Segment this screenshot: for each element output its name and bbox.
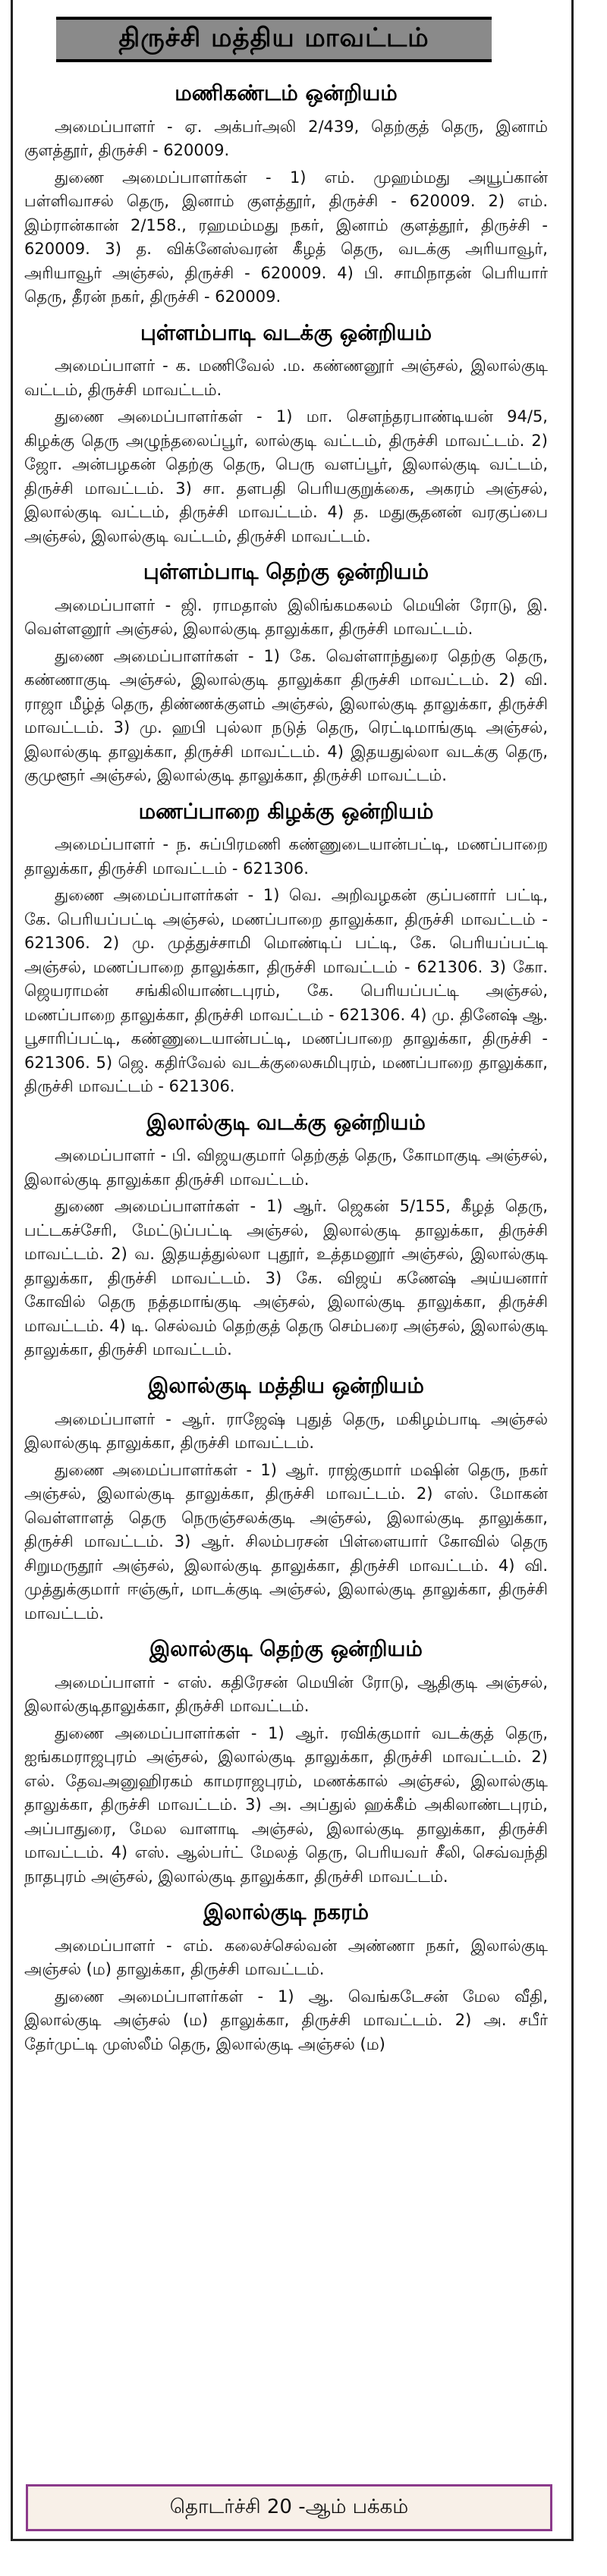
section-title: இலால்குடி வடக்கு ஒன்றியம் bbox=[146, 1109, 426, 1135]
section-title: புள்ளம்பாடி வடக்கு ஒன்றியம் bbox=[140, 319, 432, 345]
deputy-organisers-paragraph: துணை அமைப்பாளர்கள் - 1) கே. வெள்ளாந்துரை தெற்கு தெரு, கண்ணாகுடி அஞ்சல், இலால்குடி தாலுக்கா திருச்சி மாவட்டம். 2) வி. ராஜா மீழ்த் தெரு, திண்ணக்குளம் அஞ்சல், இலால்குடி தாலுக்கா, திருச்சி மாவட்டம். 3) மு. ஹபி புல்லா நடுத் தெரு, ரெட்டிமாங்குடி அஞ்சல், இலால்குடி தாலுக்கா, திருச்சி மாவட்டம். 4) இதயதுல்லா வடக்கு தெரு, குமுளூர் அஞ்சல், இலால்குடி தாலுக்கா, திருச்சி மாவட்டம். bbox=[24, 646, 548, 785]
section-lalgudi-north bbox=[24, 1110, 548, 1362]
section-title: மணிகண்டம் ஒன்றியம் bbox=[175, 80, 398, 105]
deputy-organisers-paragraph: துணை அமைப்பாளர்கள் - 1) ஆ. வெங்கடேசன் மேல வீதி, இலால்குடி அஞ்சல் (ம) தாலுக்கா, திருச்சி மாவட்டம். 2) அ. சபீர் தேர்முட்டி முஸ்லீம் தெரு, இலால்குடி அஞ்சல் (ம) bbox=[24, 1987, 548, 2053]
district-banner bbox=[56, 17, 492, 62]
article-content bbox=[24, 70, 548, 2059]
section-title: புள்ளம்பாடி தெற்கு ஒன்றியம் bbox=[143, 559, 429, 585]
organiser-paragraph: அமைப்பாளர் - ஜி. ராமதாஸ் இலிங்கமகலம் மெயின் ரோடு, இ. வெள்ளனூர் அஞ்சல், இலால்குடி தாலுக்கா, திருச்சி மாவட்டம். bbox=[24, 595, 548, 639]
section-lalgudi-south bbox=[24, 1636, 548, 1889]
deputy-organisers-paragraph: துணை அமைப்பாளர்கள் - 1) வெ. அறிவழகன் குப்பனார் பட்டி, கே. பெரியப்பட்டி அஞ்சல், மணப்பாறை தாலுக்கா, திருச்சி மாவட்டம் - 621306. 2) மு. முத்துச்சாமி மொண்டிப் பட்டி, கே. பெரியப்பட்டி அஞ்சல், மணப்பாறை தாலுக்கா, திருச்சி மாவட்டம் - 621306. 3) கோ. ஜெயராமன் சங்கிலியாண்டபுரம், கே. பெரியப்பட்டி அஞ்சல், மணப்பாறை தாலுக்கா, திருச்சி மாவட்டம் - 621306. 4) மு. தினேஷ் ஆ. பூசாரிப்பட்டி, கண்ணுடையான்பட்டி, மணப்பாறை தாலுக்கா, திருச்சி - 621306. 5) ஜெ. கதிர்வேல் வடக்குலைசுமிபுரம், மணப்பாறை தாலுக்கா, திருச்சி மாவட்டம் - 621306. bbox=[24, 886, 548, 1096]
section-lalgudi-central bbox=[24, 1373, 548, 1626]
organiser-paragraph: அமைப்பாளர் - பி. விஜயகுமார் தெற்குத் தெரு, கோமாகுடி அஞ்சல், இலால்குடி தாலுக்கா திருச்சி மாவட்டம். bbox=[24, 1146, 548, 1189]
section-pullambadi-south bbox=[24, 559, 548, 788]
deputy-organisers-paragraph: துணை அமைப்பாளர்கள் - 1) மா. சௌந்தரபாண்டியன் 94/5, கிழக்கு தெரு அழுந்தலைப்பூர், லால்குடி வட்டம், திருச்சி மாவட்டம். 2) ஜோ. அன்பழகன் தெற்கு தெரு, பெரு வளப்பூர், இலால்குடி வட்டம், திருச்சி மாவட்டம். 3) சா. தளபதி பெரியகுறுக்கை, அகரம் அஞ்சல், இலால்குடி வட்டம், திருச்சி மாவட்டம். 4) த. மதுசூதனன் வரகுப்பை அஞ்சல், இலால்குடி வட்டம், திருச்சி மாவட்டம். bbox=[24, 407, 548, 545]
organiser-paragraph: அமைப்பாளர் - எஸ். கதிரேசன் மெயின் ரோடு, ஆதிகுடி அஞ்சல், இலால்குடிதாலுக்கா, திருச்சி மாவட்டம். bbox=[24, 1673, 548, 1716]
section-title: இலால்குடி நகரம் bbox=[203, 1899, 369, 1925]
organiser-paragraph: அமைப்பாளர் - க. மணிவேல் .ம. கண்ணனூர் அஞ்சல், இலால்குடி வட்டம், திருச்சி மாவட்டம். bbox=[24, 357, 548, 399]
organiser-paragraph: அமைப்பாளர் - ந. சுப்பிரமணி கண்ணுடையான்பட்டி, மணப்பாறை தாலுக்கா, திருச்சி மாவட்டம் - 621306. bbox=[24, 835, 548, 878]
section-manikandam bbox=[24, 80, 548, 309]
deputy-organisers-paragraph: துணை அமைப்பாளர்கள் - 1) ஆர். ஜெகன் 5/155, கீழத் தெரு, பட்டகச்சேரி, மேட்டுப்பட்டி அஞ்சல், இலால்குடி தாலுக்கா, திருச்சி மாவட்டம். 2) வ. இதயத்துல்லா புதூர், உத்தமனூர் அஞ்சல், இலால்குடி தாலுக்கா, திருச்சி மாவட்டம். 3) கே. விஜய் கணேஷ் அய்யனார் கோவில் தெரு நத்தமாங்குடி அஞ்சல், இலால்குடி தாலுக்கா, திருச்சி மாவட்டம். 4) டி. செல்வம் தெற்குத் தெரு செம்பரை அஞ்சல், இலால்குடி தாலுக்கா, திருச்சி மாவட்டம். bbox=[24, 1197, 548, 1359]
section-title: இலால்குடி தெற்கு ஒன்றியம் bbox=[149, 1636, 423, 1662]
section-title: இலால்குடி மத்திய ஒன்றியம் bbox=[148, 1372, 424, 1398]
continuation-label: தொடர்ச்சி 20 -ஆம் பக்கம் bbox=[169, 2495, 409, 2518]
section-title: மணப்பாறை கிழக்கு ஒன்றியம் bbox=[138, 798, 434, 824]
section-manapparai-east bbox=[24, 799, 548, 1099]
organiser-paragraph: அமைப்பாளர் - ஆர். ராஜேஷ் புதுத் தெரு, மகிழம்பாடி அஞ்சல் இலால்குடி தாலுக்கா, திருச்சி மாவட்டம். bbox=[24, 1409, 548, 1453]
deputy-organisers-paragraph: துணை அமைப்பாளர்கள் - 1) ஆர். ராஜ்குமார் மஷின் தெரு, நகர் அஞ்சல், இலால்குடி தாலுக்கா, திருச்சி மாவட்டம். 2) எஸ். மோகன் வெள்ளாளத் தெரு நெருஞ்சலக்குடி அஞ்சல், இலால்குடி தாலுக்கா, திருச்சி மாவட்டம். 3) ஆர். சிலம்பரசன் பிள்ளையார் கோவில் தெரு சிறுமருதூர் அஞ்சல், இலால்குடி தாலுக்கா, திருச்சி மாவட்டம். 4) வி. முத்துக்குமார் ஈஞ்சூர், மாடக்குடி அஞ்சல், இலால்குடி தாலுக்கா, திருச்சி மாவட்டம். bbox=[24, 1460, 548, 1623]
district-title: திருச்சி மத்திய மாவட்டம் bbox=[118, 23, 429, 53]
deputy-organisers-paragraph: துணை அமைப்பாளர்கள் - 1) ஆர். ரவிக்குமார் வடக்குத் தெரு, ஐங்கமராஜபுரம் அஞ்சல், இலால்குடி தாலுக்கா, திருச்சி மாவட்டம். 2) எல். தேவஅனுஹிரகம் காமராஜபுரம், மணக்கால் அஞ்சல், இலால்குடி தாலுக்கா, திருச்சி மாவட்டம். 3) அ. அப்துல் ஹக்கீம் அகிலாண்டபுரம், அப்பாதுரை, மேல வாளாடி அஞ்சல், இலால்குடி தாலுக்கா, திருச்சி மாவட்டம். 4) எஸ். ஆல்பர்ட் மேலத் தெரு, பெரியவர் சீலி, செவ்வந்தி நாதபுரம் அஞ்சல், இலால்குடி தாலுக்கா, திருச்சி மாவட்டம். bbox=[24, 1723, 548, 1886]
section-lalgudi-town bbox=[24, 1899, 548, 2056]
organiser-paragraph: அமைப்பாளர் - எம். கலைச்செல்வன் அண்ணா நகர், இலால்குடி அஞ்சல் (ம) தாலுக்கா, திருச்சி மாவட்டம். bbox=[24, 1936, 548, 1979]
deputy-organisers-paragraph: துணை அமைப்பாளர்கள் - 1) எம். முஹம்மது அயூப்கான் பள்ளிவாசல் தெரு, இனாம் குளத்தூர், திருச்சி - 620009. 2) எம். இம்ரான்கான் 2/158., ரஹமம்மது நகர், இனாம் குளத்தூர், திருச்சி - 620009. 3) த. விக்னேஸ்வரன் கீழத் தெரு, வடக்கு அரியாவூர், அரியாவூர் அஞ்சல், திருச்சி - 620009. 4) பி. சாமிநாதன் பெரியார் தெரு, தீரன் நகர், திருச்சி - 620009. bbox=[24, 168, 548, 306]
section-pullambadi-north bbox=[24, 320, 548, 549]
organiser-paragraph: அமைப்பாளர் - ஏ. அக்பர்அலி 2/439, தெற்குத் தெரு, இனாம் குளத்தூர், திருச்சி - 620009. bbox=[24, 117, 548, 160]
continuation-box bbox=[26, 2484, 552, 2531]
